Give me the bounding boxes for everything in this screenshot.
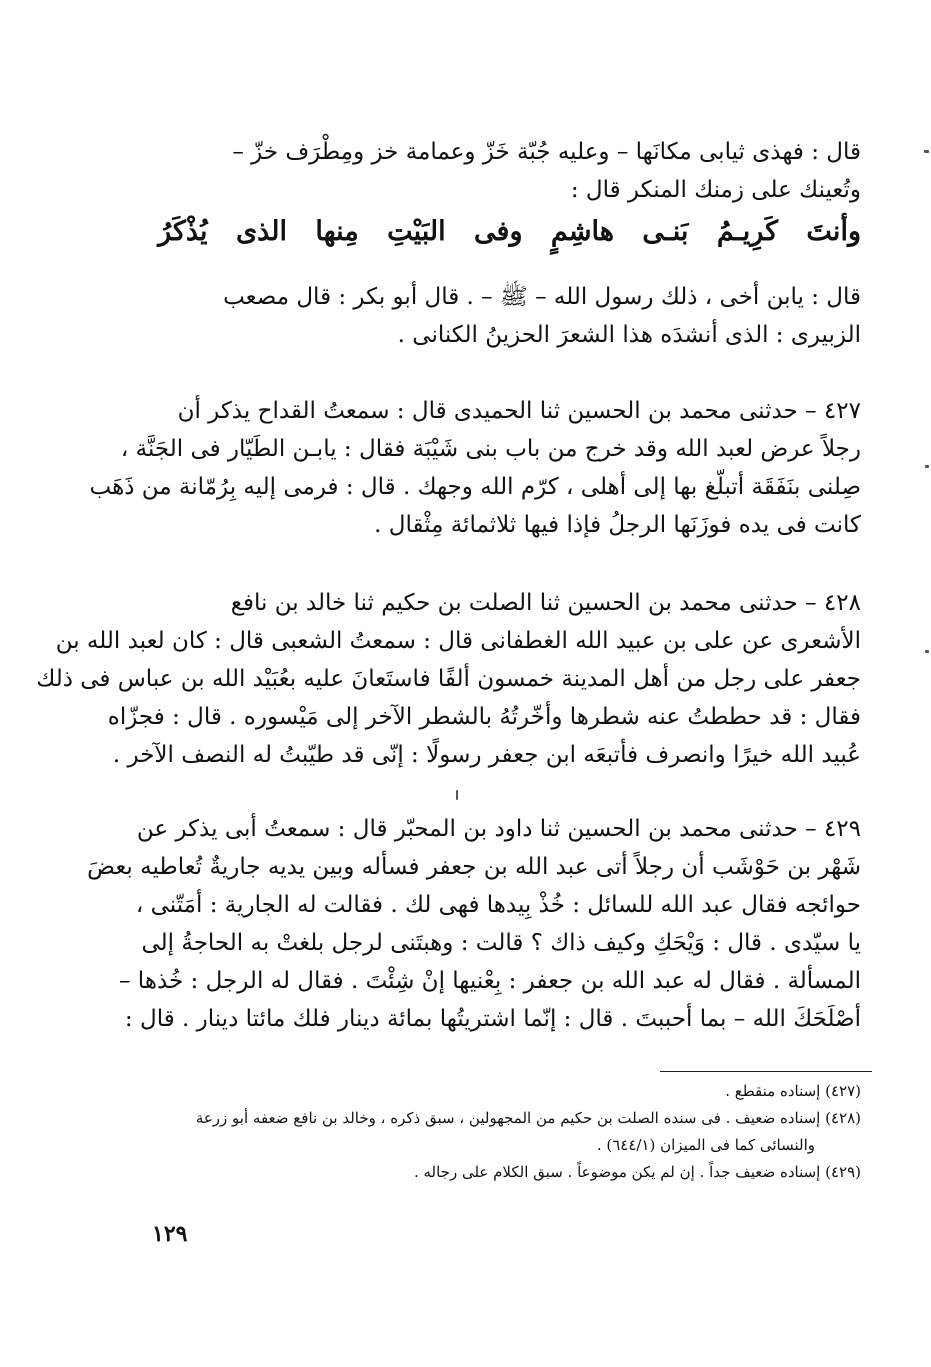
intro-paragraph	[158, 133, 861, 209]
text-line: فقال : قد حططتُ عنه شطرها وأخّرتُهُ بالشطر الآخر إلى مَيْسوره . قال : فجزّاه	[107, 704, 861, 730]
text-line: أصْلَحَكَ الله – بما أحببتَ . قال : إنّما اشتريتُها بمائة دينار فلك مائتا دينار . قال :	[124, 1006, 861, 1032]
after-poem-paragraph	[158, 278, 861, 354]
text-line: يا سيّدى . قال : وَيْحَكِ وكيف ذاك ؟ قالت : وهبتَنى لرجل بلغتْ به الحاجةُ إلى	[141, 930, 861, 956]
poem-word: مِنها	[315, 216, 359, 247]
footnote-428-continuation: والنسائى كما فى الميزان (٦٤٤/١) .	[596, 1136, 815, 1154]
text-line: ٤٢٨ – حدثنى محمد بن الحسين ثنا الصلت بن حكيم ثنا خالد بن نافع	[230, 590, 861, 616]
footnotes	[150, 1078, 861, 1186]
scan-speck	[924, 150, 929, 153]
poem-word: الذى	[235, 216, 287, 247]
footnote-separator	[660, 1071, 872, 1072]
footnote-428: (٤٢٨) إسناده ضعيف . فى سنده الصلت بن حكيم من المجهولين ، سبق ذكره ، وخالد بن نافع ضعفه أبو زرعة	[195, 1109, 861, 1127]
text-line: عُبيد الله خيرًا وانصرف فأتبعَه ابن جعفر رسولًا : إنّى قد طيّبتُ له النصف الآخر .	[112, 742, 861, 768]
poem-verse	[158, 212, 861, 252]
poem-word: بَنـى	[642, 216, 689, 247]
text-line: قال : يابن أخى ، ذلك رسول الله – ﷺ – . قال أبو بكر : قال مصعب	[223, 284, 861, 310]
text-line: ٤٢٩ – حدثنى محمد بن الحسين ثنا داود بن المحبّر قال : سمعتُ أبى يذكر عن	[136, 816, 861, 842]
text-line: المسألة . فقال له عبد الله بن جعفر : بِعْنيها إنْ شِئْتَ . فقال له الرجل : خُذها –	[119, 968, 861, 994]
text-line: رجلاً عرض لعبد الله وقد خرج من باب بنى شَيْبَة فقال : يابـن الطَيّار فى الجَنَّة ،	[120, 436, 861, 462]
poem-word: هاشِمٍ	[550, 216, 614, 247]
footnote-427: (٤٢٧) إسناده منقطع .	[725, 1082, 861, 1100]
text-line: وتُعينك على زمنك المنكر قال :	[570, 177, 861, 203]
scan-speck	[925, 465, 929, 468]
poem-word: وفى	[474, 216, 523, 247]
text-line: صِلنى بنَفَقَة أتبلّغ بها إلى أهلى ، كرّم الله وجهك . قال : فرمى إليه بِرُمّانة من ذَهَب	[89, 474, 861, 500]
hadith-429-paragraph	[87, 810, 861, 1038]
footnote-429: (٤٢٩) إسناده ضعيف جداً . إن لم يكن موضوعاً . سبق الكلام على رجاله .	[413, 1163, 861, 1181]
hadith-428-paragraph	[36, 584, 861, 774]
poem-word: يُذْكَرُ	[158, 216, 208, 247]
text-line: ٤٢٧ – حدثنى محمد بن الحسين ثنا الحميدى قال : سمعتُ القداح يذكر أن	[177, 398, 861, 424]
text-line: الأشعرى عن على بن عبيد الله الغطفانى قال : سمعتُ الشعبى قال : كان لعبد الله بن	[55, 628, 861, 654]
text-line: حوائجه فقال عبد الله للسائل : خُذْ بِيدها فهى لك . فقالت له الجارية : أمَتّنى ،	[135, 892, 861, 918]
scan-speck	[925, 650, 929, 653]
poem-word: البَيْتِ	[387, 216, 446, 247]
poem-word: كَرِيـمُ	[716, 216, 779, 247]
hadith-427-paragraph	[89, 392, 861, 544]
scan-speck	[456, 790, 458, 800]
page-number: ١٢٩	[152, 1221, 188, 1247]
text-line: شَهْر بن حَوْشَب أن رجلاً أتى عبد الله بن جعفر فسأله وبين يديه جاريةٌ تُعاطيه بعضَ	[87, 854, 861, 880]
text-line: كانت فى يده فوزَنَها الرجلُ فإذا فيها ثلاثمائة مِثْقال .	[374, 512, 861, 538]
poem-word: وأنتَ	[806, 216, 861, 247]
text-line: جعفر على رجل من أهل المدينة خمسون ألفًا فاستَعانَ عليه بعُبَيْد الله بن عباس فى ذلك	[36, 666, 861, 692]
text-line: قال : فهذى ثيابى مكانَها – وعليه جُبّة خَزّ وعمامة خز ومِطْرَف خزّ –	[232, 139, 861, 165]
text-line: الزبيرى : الذى أنشدَه هذا الشعرَ الحزينُ الكنانى .	[397, 322, 861, 348]
